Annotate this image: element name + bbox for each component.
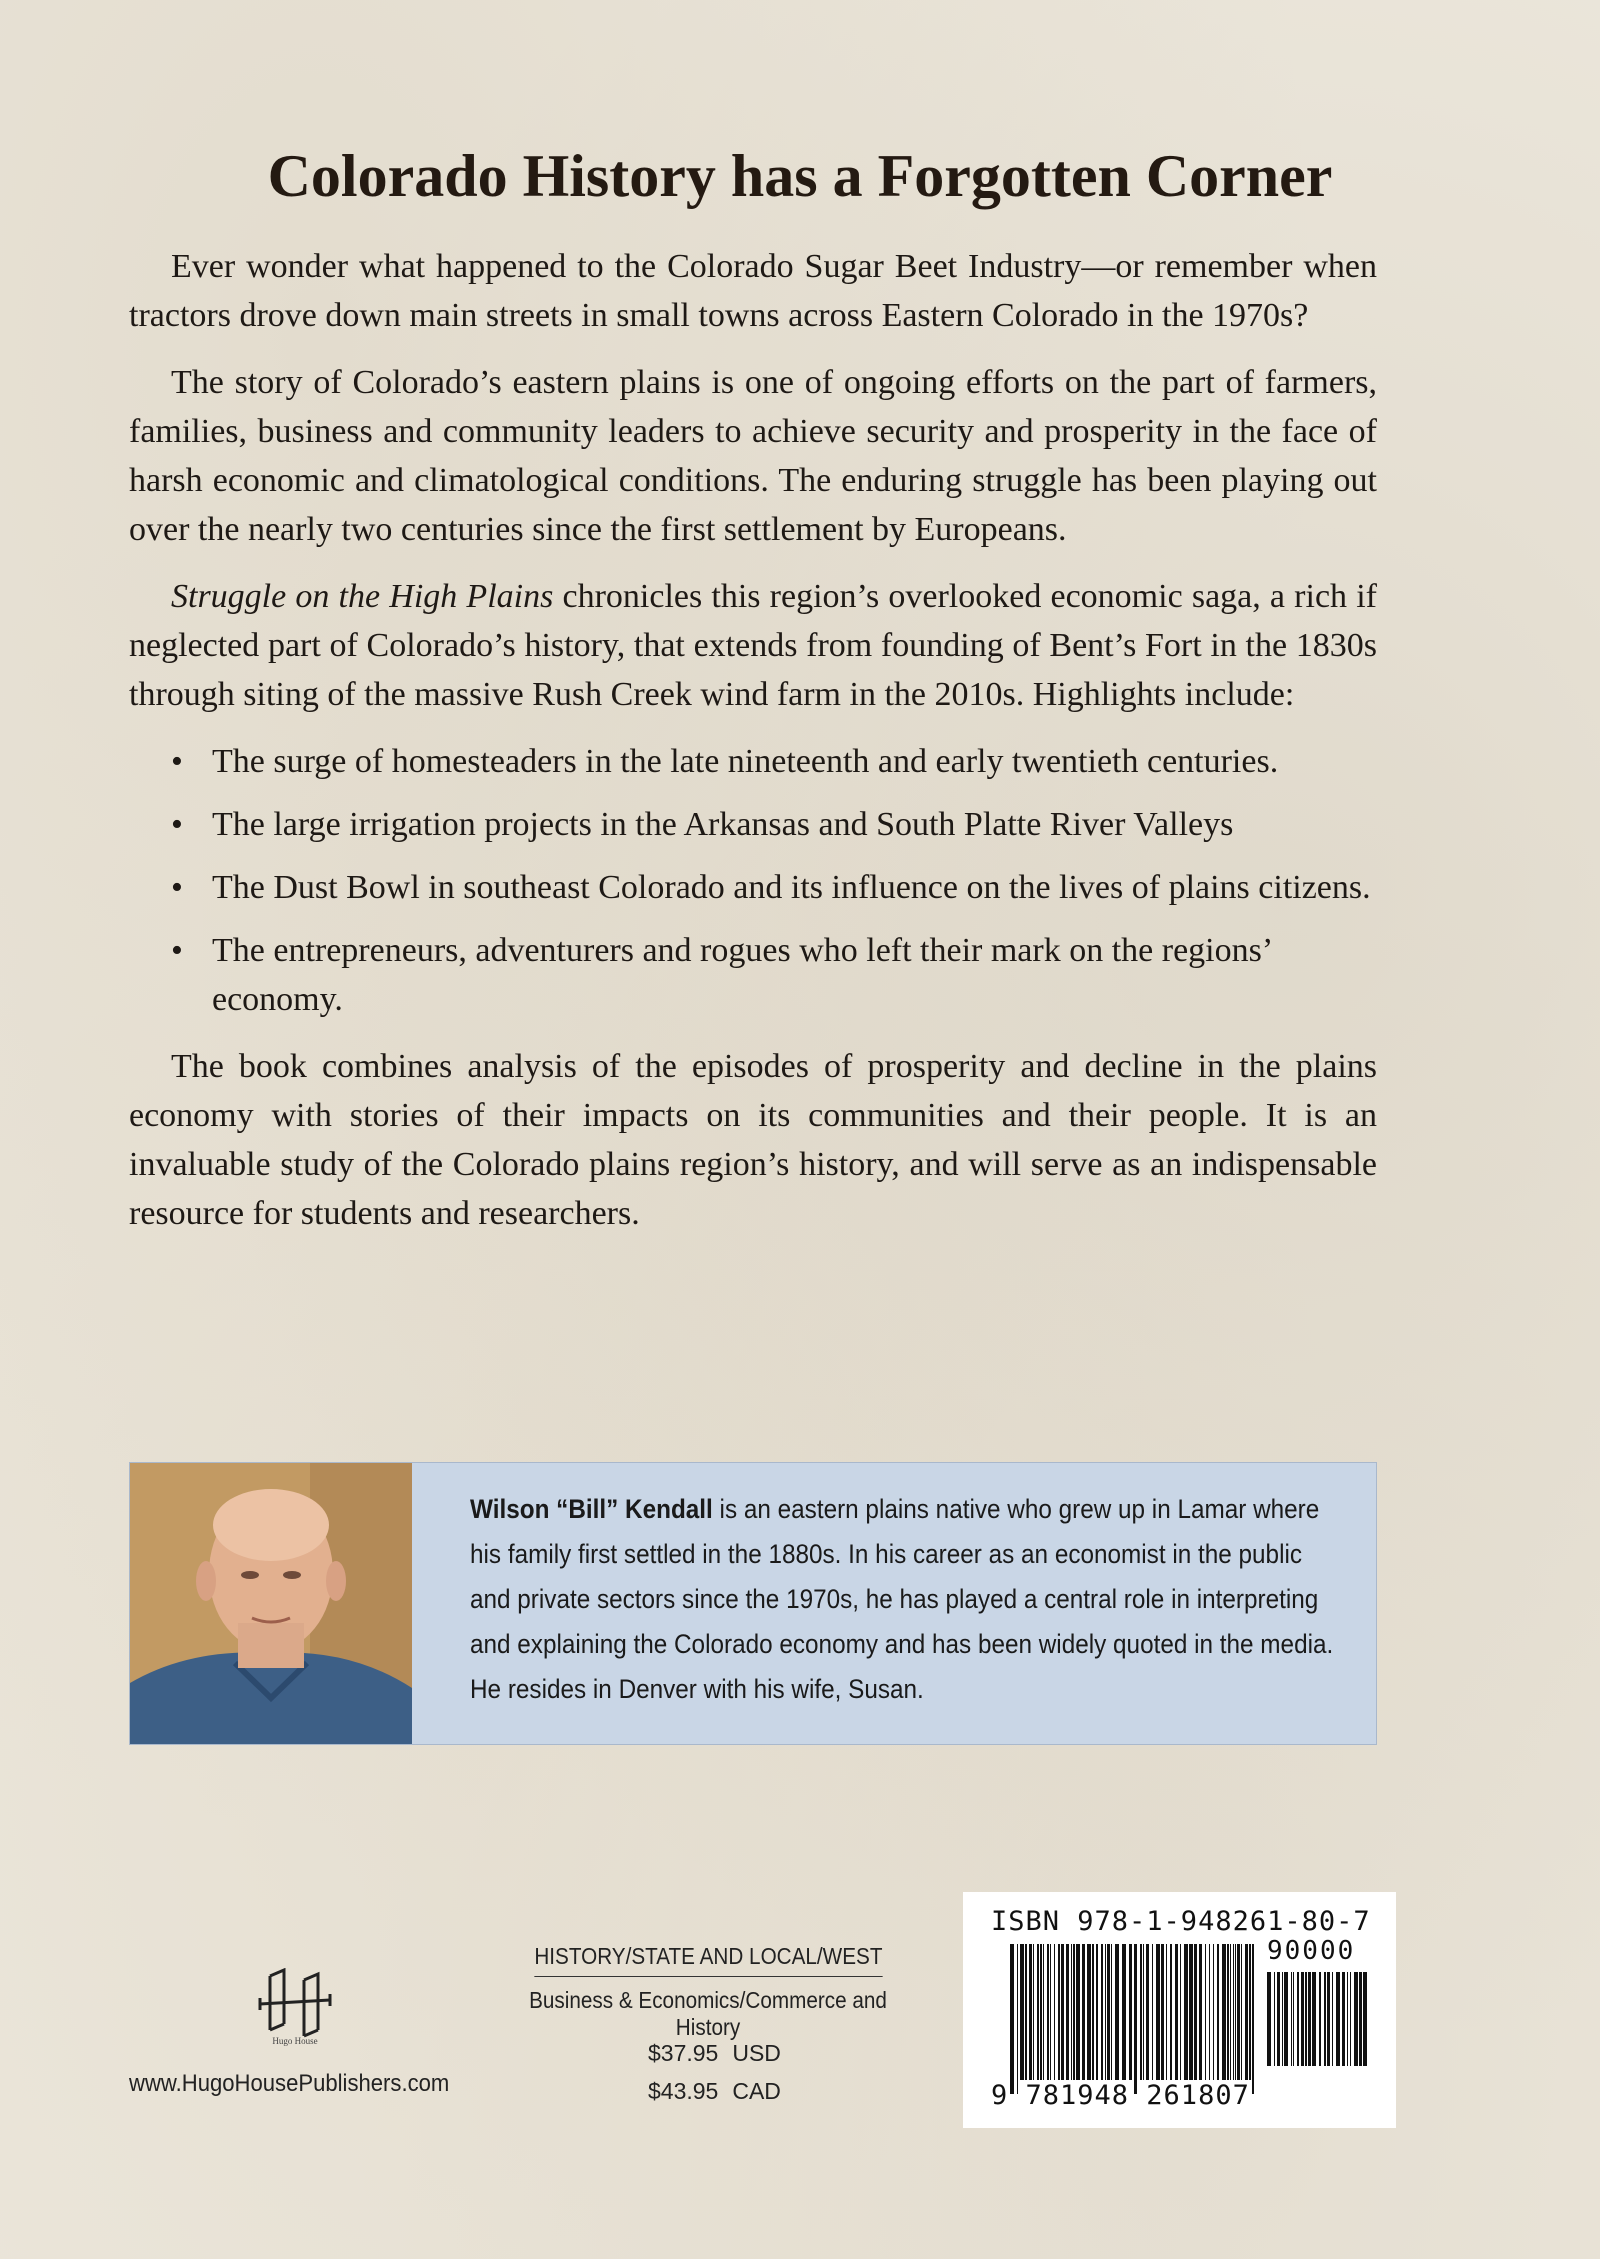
chronicle-paragraph: [129, 572, 1377, 719]
list-item: • The entrepreneurs, adventurers and rogues who left their mark on the regions’ economy.: [212, 926, 1377, 1024]
barcode-bar: [1076, 1944, 1080, 2080]
barcode-bar: [1324, 1972, 1326, 2066]
barcode-bar: [1363, 1972, 1367, 2066]
barcode-bar: [1184, 1944, 1188, 2080]
barcode-bar: [1249, 1944, 1251, 2080]
barcode-bar: [1354, 1972, 1358, 2066]
author-bio-box: [129, 1462, 1377, 1745]
author-name: Wilson “Bill” Kendall: [470, 1494, 713, 1524]
barcode-bar: [1107, 1944, 1110, 2080]
barcode-bar: [1237, 1944, 1240, 2080]
bullet-icon: •: [171, 869, 183, 906]
barcode-bar: [1010, 1944, 1014, 2094]
barcode-bar: [1140, 1944, 1142, 2080]
price-usd: $37.95 USD: [648, 2040, 781, 2066]
barcode-bar: [1134, 1944, 1137, 2094]
barcode-bar: [1175, 1944, 1178, 2080]
barcode-bar: [1122, 1944, 1126, 2080]
author-portrait-icon: [130, 1463, 412, 1744]
barcode-bar: [1305, 1972, 1307, 2066]
barcode-bar: [1061, 1944, 1064, 2080]
barcode-bar: [1217, 1944, 1219, 2080]
barcode-block: [963, 1892, 1396, 2128]
barcode-bar: [1033, 1944, 1034, 2080]
list-item: • The large irrigation projects in the Arkansas and South Platte River Valleys: [212, 800, 1377, 849]
barcode-bar: [1105, 1944, 1106, 2080]
barcode-bar: [1293, 1972, 1294, 2066]
intro-paragraph: Ever wonder what happened to the Colorado Sugar Beet Industry—or remember when tractors drove down main streets in small towns across Eastern Colorado in the 1970s?: [129, 248, 1377, 334]
barcode-bar: [1087, 1944, 1091, 2080]
barcode-bar: [1111, 1944, 1112, 2080]
summary-paragraph: The book combines analysis of the episodes of prosperity and decline in the plains economy with stories of their impacts on its communities and their people. It is an invaluable study of the Colorado plains region’s history, and will serve as an indispensable resource for students and researchers.: [129, 1048, 1377, 1232]
story-paragraph: The story of Colorado’s eastern plains is one of ongoing efforts on the part of farmers, families, business and community leaders to achieve security and prosperity in the face of harsh economic and climatological conditions. The enduring struggle has been playing out over the nearly two centuries since the first settlement by Europeans.: [129, 364, 1377, 548]
barcode-bar: [1017, 1944, 1018, 2094]
barcode-bar: [1277, 1972, 1280, 2066]
barcode-bar: [1252, 1944, 1254, 2094]
barcode-bar: [1092, 1944, 1094, 2080]
barcode-bar: [1047, 1944, 1049, 2080]
barcode-bar: [1308, 1972, 1311, 2066]
barcode-bar: [1347, 1972, 1348, 2066]
barcode-bar: [1050, 1944, 1051, 2080]
category-secondary: Business & Economics/Commerce and History: [529, 1987, 887, 2040]
barcode-bar: [1327, 1972, 1330, 2066]
author-bio-text: Wilson “Bill” Kendall is an eastern plains native who grew up in Lamar where his family first settled in the 1880s. In his career as an economist in the public and private sectors since the 1970s, he has played a central role in interpreting and explaining the Colorado economy and has been widely quoted in the media. He resides in Denver with his wife, Susan.: [470, 1494, 1334, 1704]
barcode-bar: [1235, 1944, 1236, 2080]
barcode-bar: [1245, 1944, 1248, 2080]
price-block: [648, 2034, 781, 2110]
author-photo: [130, 1463, 412, 1744]
barcode-bar: [1029, 1944, 1032, 2080]
barcode-bar: [1301, 1972, 1304, 2066]
publisher-url[interactable]: www.HugoHousePublishers.com: [129, 2070, 450, 2097]
barcode-bar: [1241, 1944, 1242, 2080]
barcode-bar: [1058, 1944, 1060, 2080]
isbn-label: ISBN 978-1-948261-80-7: [991, 1906, 1371, 1937]
barcode-bar: [1161, 1944, 1164, 2080]
barcode-bar: [1129, 1944, 1132, 2080]
barcode-bar: [1213, 1944, 1214, 2080]
bullet-icon: •: [171, 806, 183, 843]
publisher-logo-caption: Hugo House: [272, 2036, 318, 2046]
page-title: Colorado History has a Forgotten Corner: [267, 143, 1333, 209]
barcode-bar: [1189, 1944, 1193, 2080]
barcode-bar: [1146, 1944, 1149, 2080]
ean-digits: 9 781948 261807: [991, 2080, 1250, 2111]
description-body: [129, 242, 1377, 1256]
price-cad: $43.95 CAD: [648, 2078, 781, 2104]
barcode-bar: [1209, 1944, 1210, 2080]
highlights-list: [129, 737, 1377, 1024]
barcode-bar: [1082, 1944, 1085, 2080]
barcode-bar: [1066, 1944, 1069, 2080]
barcode-bar: [1071, 1944, 1072, 2080]
barcode-bar: [1166, 1944, 1167, 2080]
barcode-bar: [1143, 1944, 1144, 2080]
ean-barcode: [1010, 1944, 1260, 2094]
barcode-bar: [1020, 1944, 1024, 2080]
barcode-bar: [1359, 1972, 1362, 2066]
category-block: [490, 1943, 926, 2041]
bullet-icon: •: [171, 743, 183, 780]
barcode-bar: [1284, 1972, 1288, 2066]
barcode-bar: [1332, 1972, 1333, 2066]
barcode-bar: [1037, 1944, 1039, 2080]
barcode-bar: [1227, 1944, 1229, 2080]
barcode-bar: [1342, 1972, 1345, 2066]
barcode-bar: [1291, 1972, 1292, 2066]
barcode-bar: [1101, 1944, 1103, 2080]
barcode-bar: [1205, 1944, 1206, 2080]
barcode-bar: [1170, 1944, 1172, 2080]
barcode-bar: [1096, 1944, 1098, 2080]
list-item: • The Dust Bowl in southeast Colorado and its influence on the lives of plains citizens.: [212, 863, 1377, 912]
category-primary: HISTORY/STATE AND LOCAL/WEST: [534, 1943, 882, 1977]
barcode-bar: [1156, 1944, 1160, 2080]
publisher-logo-icon: [250, 1968, 340, 2038]
book-title-inline: Struggle on the High Plains: [171, 578, 554, 615]
chronicle-text: chronicles this region’s overlooked economic saga, a rich if neglected part of Colorado’s history, that extends from founding of Bent’s Fort in the 1830s through siting of the massive Rush Creek wind farm in the 2010s. Highlights include:: [129, 578, 1377, 713]
barcode-bar: [1054, 1944, 1055, 2080]
addon-number: 90000: [1267, 1936, 1356, 1966]
barcode-bar: [1222, 1944, 1226, 2080]
barcode-bar: [1115, 1944, 1119, 2080]
barcode-bar: [1282, 1972, 1283, 2066]
barcode-bar: [1025, 1944, 1027, 2080]
barcode-bar: [1267, 1972, 1271, 2066]
barcode-bar: [1199, 1944, 1202, 2080]
barcode-bar: [1073, 1944, 1075, 2080]
barcode-bar: [1297, 1972, 1299, 2066]
barcode-bar: [1043, 1944, 1044, 2080]
barcode-bar: [1233, 1944, 1234, 2080]
addon-barcode: [1267, 1972, 1377, 2082]
barcode-bar: [1180, 1944, 1181, 2080]
barcode-bar: [1336, 1972, 1340, 2066]
barcode-bar: [1040, 1944, 1042, 2080]
barcode-bar: [1312, 1972, 1316, 2066]
barcode-bar: [1350, 1972, 1351, 2066]
barcode-bar: [1194, 1944, 1197, 2080]
barcode-bar: [1152, 1944, 1153, 2080]
barcode-bar: [1230, 1944, 1231, 2080]
bullet-icon: •: [171, 932, 183, 969]
barcode-bar: [1274, 1972, 1275, 2066]
barcode-bar: [1319, 1972, 1321, 2066]
list-item: • The surge of homesteaders in the late nineteenth and early twentieth centuries.: [212, 737, 1377, 786]
